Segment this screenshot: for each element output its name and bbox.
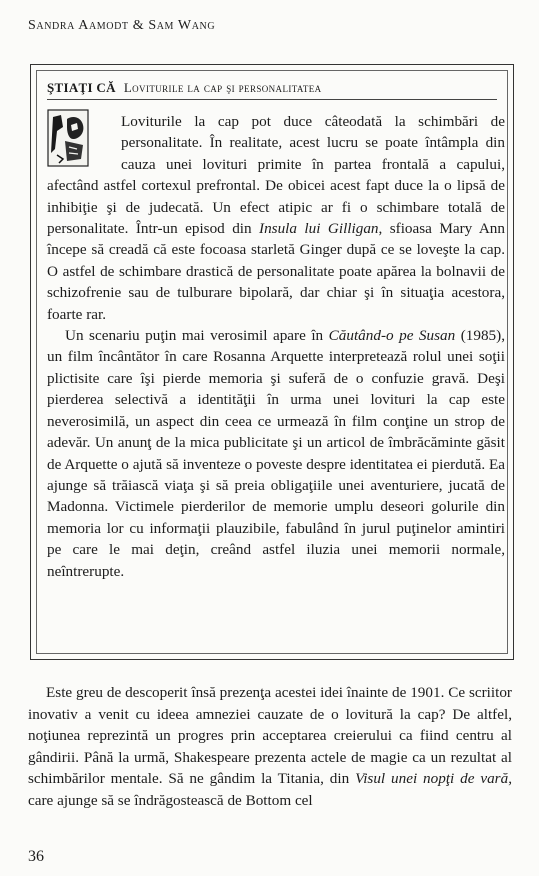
main-paragraph: [28, 682, 512, 812]
sidebar-p2-text-a: Un scenariu puţin mai verosimil apare în: [65, 327, 329, 345]
sidebar-p2-text-b: (1985), un film încântător în care Rosanna Arquette interpretează rolul unei soţii plictisite care îşi pierde memoria şi suferă de o confuzie gravă. Deşi pierderea selectivă a identităţii în urma unei lovituri la cap este neverosimilă, un aspect din ceea ce urmează în film conţine un strop de adevăr. Un anunţ de la mica publicitate şi un articol de îmbrăcăminte găsit de Arquette o ajută să inventeze o poveste despre identitatea ei pierdută. Ea ajunge să trăiască viaţa şi să preia obligaţiile unei aventuriere, jucată de Madonna. Victimele pierderilor de memorie umplu deseori golurile din memoria lor cu informaţii plauzibile, fabulând în jurul puţinelor amintiri pe care le mai deţin, creând astfel iluzia unei memorii normale, neîntrerupte.: [47, 327, 505, 580]
main-text-b: , care ajunge să se îndrăgostească de Bottom cel: [28, 770, 512, 809]
figure-spacer: [47, 111, 121, 175]
sidebar-p1-text-a: Loviturile la cap pot duce câteodată la schimbări de personalitate. În realitate, acest lucru se poate întâmpla din cauza unei lovituri primite în partea frontală a capului, afectând astfel cortexul prefrontal. De obicei acest fapt duce la o lipsă de inhibiţie şi de judecată. Un efect atipic ar fi o schimbare totală de personalitate. Într-un episod din: [47, 113, 505, 238]
sidebar-tag: ŞTIAŢI CĂ: [47, 80, 116, 95]
sidebar-p1-text-b: , sfioasa Mary Ann începe să creadă că este focoasa starletă Ginger după ce se loveşte la cap. O astfel de schimbare drastică de personalitate poate apărea la bolnavii de schizofrenie sau de tulburare bipolară, dar chiar şi în situaţia acestora, foarte rar.: [47, 220, 505, 323]
main-text: [28, 682, 512, 812]
sidebar-caption: Loviturile la cap şi personalitatea: [123, 80, 322, 95]
sidebar-paragraph-2: [47, 325, 505, 582]
running-head: Sandra Aamodt & Sam Wang: [28, 18, 216, 33]
sidebar-title: [47, 80, 322, 96]
sidebar-body: [47, 111, 505, 582]
main-title-italic: Visul unei nopţi de vară: [355, 770, 509, 788]
sidebar-box-inner-border: [36, 70, 508, 654]
main-text-a: Este greu de descoperit însă prezenţa acestei idei înainte de 1901. Ce scriitor inovativ a venit cu ideea amneziei cauzate de o lovitură la cap? De altfel, noţiunea reprezintă un progres prin acceptarea creierului ca fiind centru al gândirii. Până la urmă, Shakespeare prezenta actele de magie ca un rezultat al schimbărilor mentale. Să ne gândim la Titania, din: [28, 684, 512, 788]
sidebar-p2-title-italic: Căutând-o pe Susan: [328, 327, 456, 345]
sidebar-title-rule: [47, 99, 497, 100]
sidebar-p1-title-italic: Insula lui Gilligan: [259, 220, 379, 238]
sidebar-box: [30, 64, 514, 660]
page-number: 36: [28, 848, 44, 865]
